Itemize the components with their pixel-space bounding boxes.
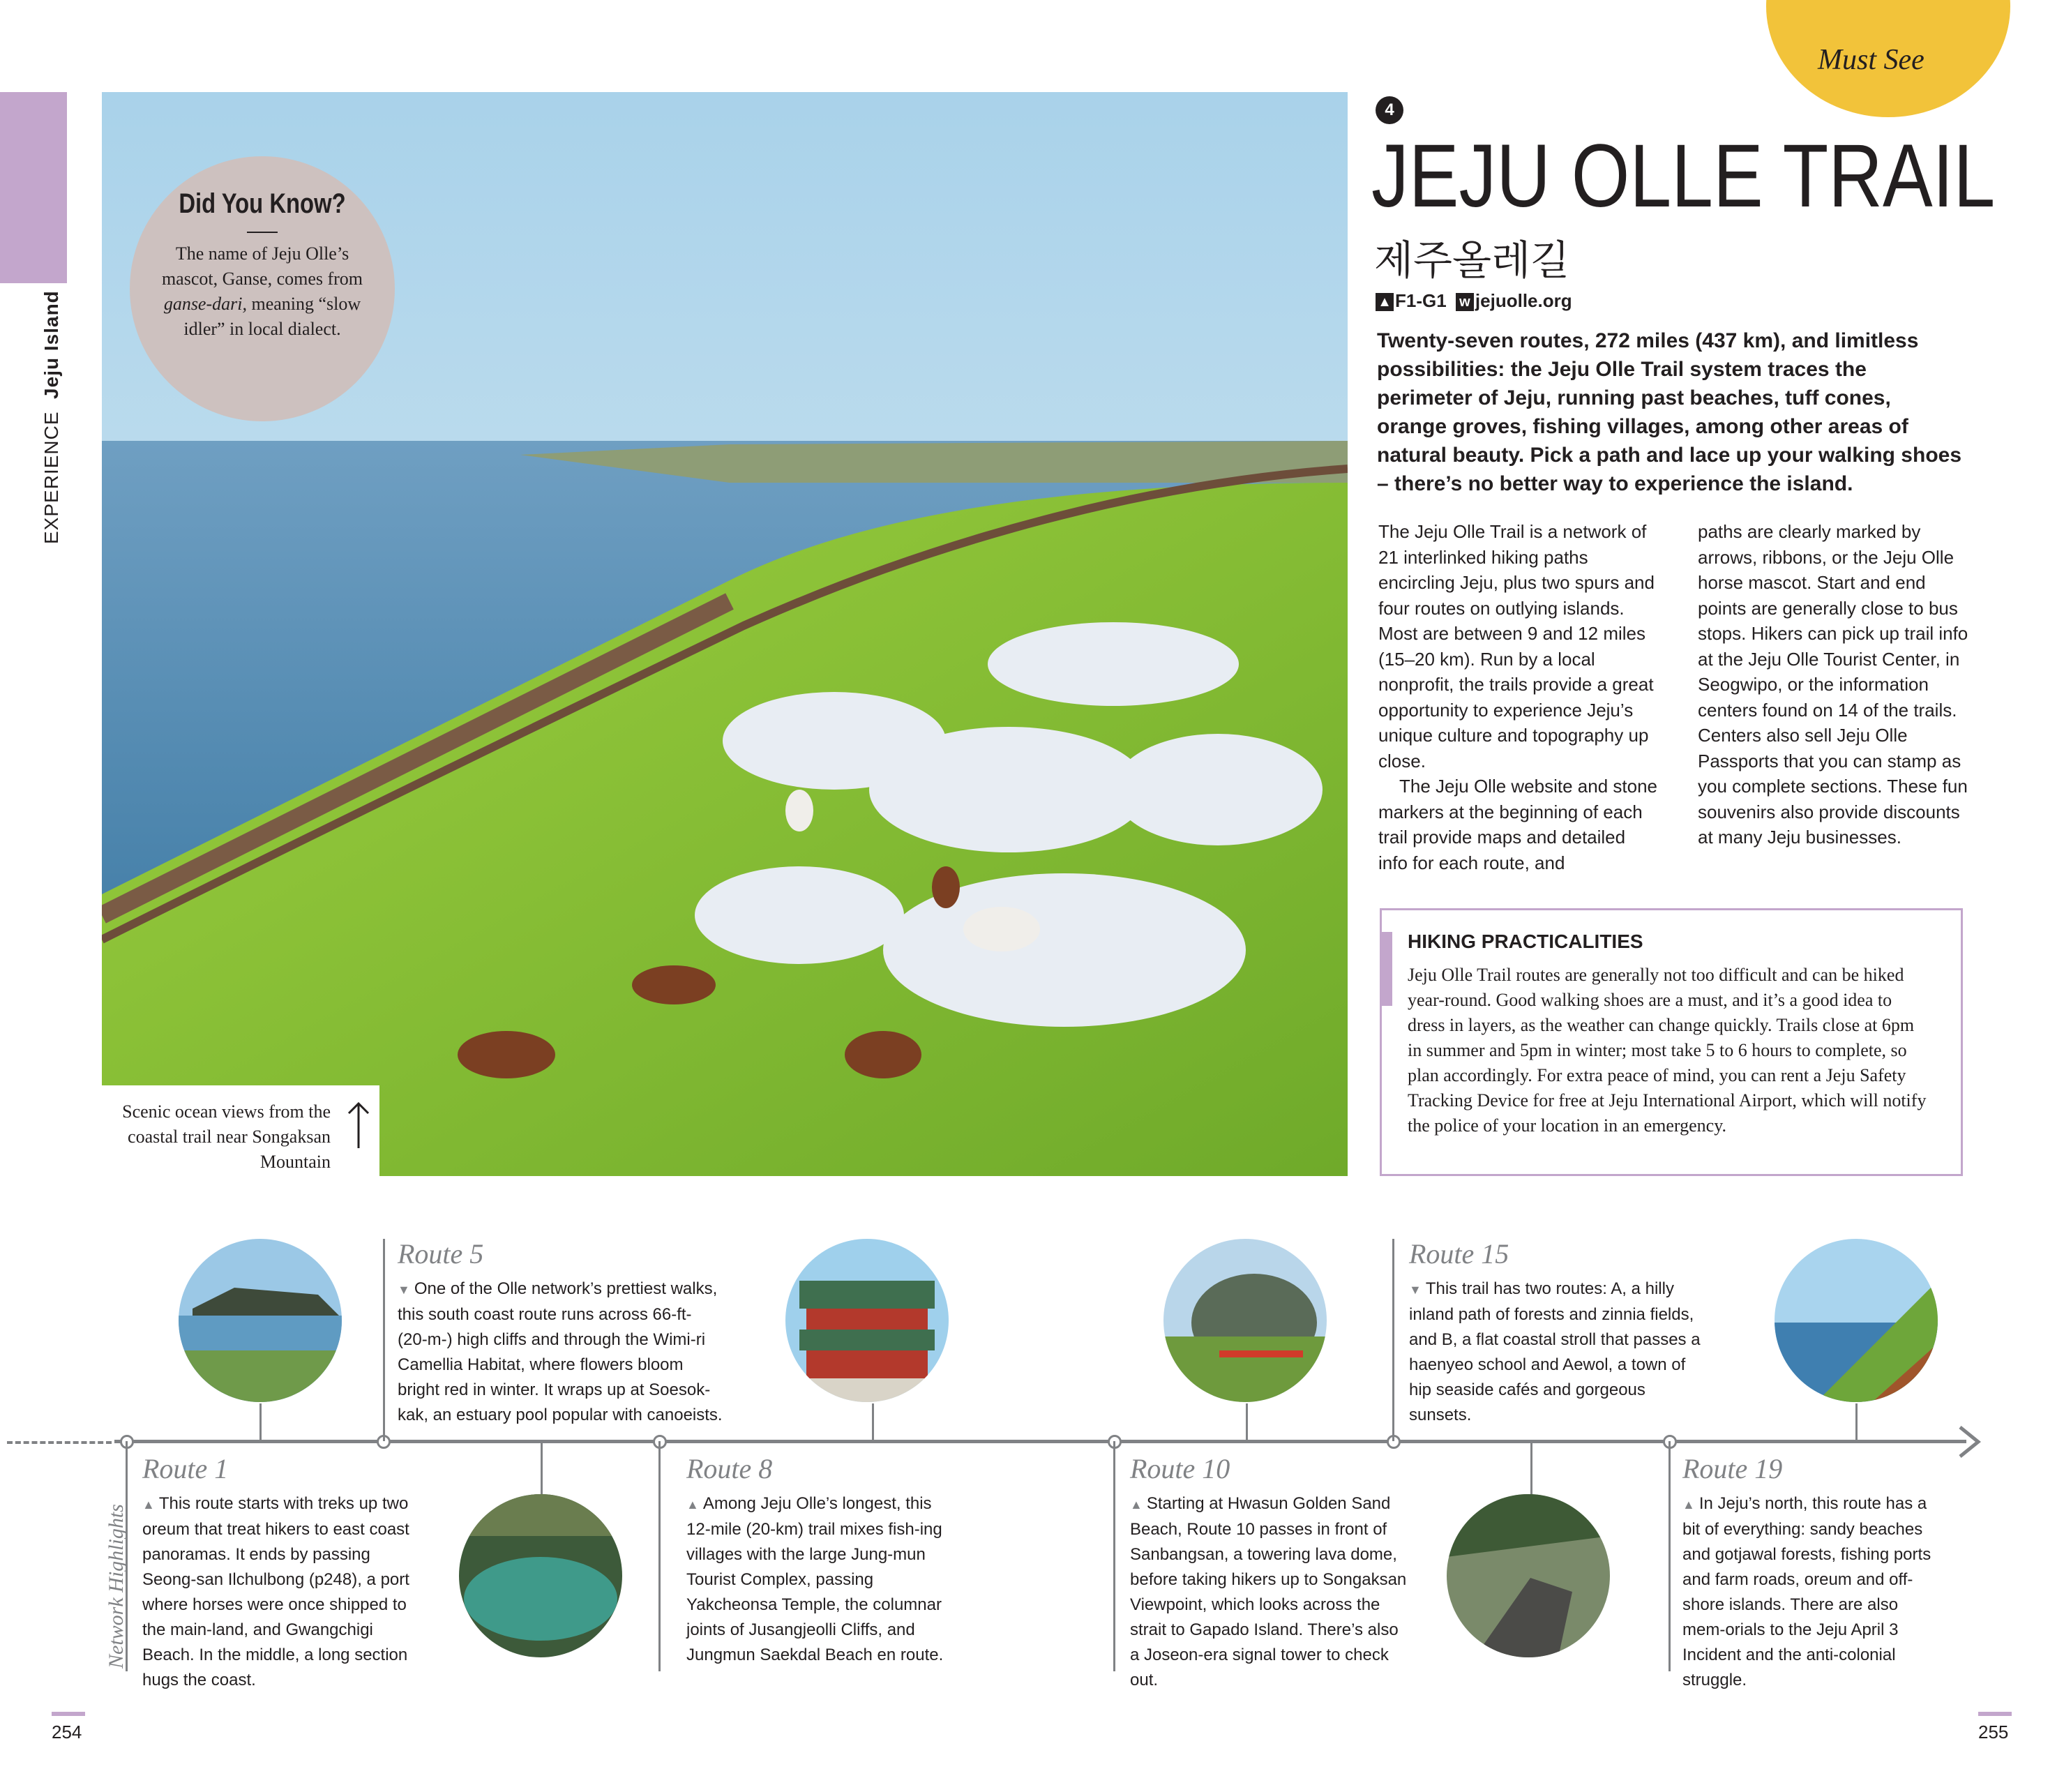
network-highlights-label: Network Highlights — [105, 1504, 128, 1669]
route-5-text: ▼ One of the Olle network’s prettiest walks, this south coast route runs across 66-ft- (20-m-) high cliffs and through the Wimi-ri Camellia Habitat, where flowers bloom bright red in winter. It wraps up at Soesok-kak, an estuary pool popular with canoeists. — [398, 1277, 725, 1428]
photo-stem — [1246, 1403, 1248, 1441]
triangle-up-icon: ▲ — [142, 1498, 155, 1512]
must-see-label: Must See — [1818, 44, 1924, 76]
timeline-arrowhead-icon — [1957, 1424, 1985, 1459]
photo-stem — [1530, 1441, 1532, 1497]
page-number-bar-right — [1978, 1712, 2012, 1716]
photo-stem — [872, 1403, 874, 1441]
photo-caption-box — [102, 1085, 379, 1176]
route-5-title: Route 5 — [398, 1238, 484, 1270]
map-ref: F1-G1 — [1395, 290, 1447, 311]
did-you-know-title: Did You Know? — [179, 188, 346, 219]
page-number-bar-left — [52, 1712, 85, 1716]
photo-stem — [541, 1441, 543, 1497]
route-15-divider — [1392, 1239, 1394, 1441]
route-10-divider — [1113, 1441, 1115, 1671]
section-label — [40, 290, 63, 544]
did-you-know-text: The name of Jeju Olle’s mascot, Ganse, comes from ganse-dari, meaning “slow idler” in local dialect. — [161, 243, 363, 339]
entry-title: JEJU OLLE TRAIL — [1371, 126, 1996, 226]
route-5-divider — [383, 1239, 385, 1441]
entry-number: 4 — [1376, 96, 1403, 124]
page-number-right: 255 — [1978, 1722, 2009, 1742]
did-you-know-circle — [130, 156, 395, 421]
entry-korean-title: 제주올레길 — [1374, 236, 1570, 284]
route-10-title: Route 10 — [1130, 1453, 1230, 1484]
section-color-tab — [0, 92, 67, 283]
body-paragraph-2: The Jeju Olle website and stone markers at the beginning of each trail provide maps and detailed info for each route, and — [1378, 776, 1657, 873]
triangle-down-icon: ▼ — [398, 1283, 410, 1297]
route-8-photo — [785, 1239, 949, 1402]
practicalities-text: Jeju Olle Trail routes are generally not too difficult and can be hiked year-round. Good walking shoes are a must, and it’s a good idea to dress in layers, as the weather can change quickly. Trails close at 6pm in summer and 5pm in winter; most take 5 to 6 hours to complete, so plan accordingly. For extra peace of mind, you can rent a Jeju Safety Tracking Device for free at Jeju International Airport, which will notify the police of your location in an emergency. — [1408, 965, 1927, 1136]
route-1-text: ▲ This route starts with treks up two oreum that treat hikers to east coast panoramas. It ends by passing Seong-san Ilchulbong (p248), a port where horses were once shipped to the main-land, and Gwangchigi Beach. In the middle, a long section hugs the coast. — [142, 1491, 421, 1693]
route-10-photo — [1163, 1239, 1327, 1402]
route-19-text: ▲ In Jeju’s north, this route has a bit of everything: sandy beaches and gotjawal forests, fishing ports and farm roads, oreum and off-shore islands. There are also mem-orials to the Jeju April 3 Incident and the anti-colonial struggle. — [1682, 1491, 1941, 1693]
section-name: EXPERIENCE — [40, 411, 62, 544]
route-19-title: Route 19 — [1682, 1453, 1783, 1484]
route-19-photo — [1775, 1239, 1938, 1402]
route-10-text: ▲ Starting at Hwasun Golden Sand Beach, Route 10 passes in front of Sanbangsan, a towering lava dome, before taking hikers up to Songaksan Viewpoint, which looks across the strait to Gapado Island. There’s also a Joseon-era signal tower to check out. — [1130, 1491, 1409, 1693]
section-place: Jeju Island — [40, 290, 62, 399]
route-5-photo — [459, 1494, 622, 1657]
practicalities-accent-bar — [1380, 932, 1392, 1006]
timeline-dashed-start — [7, 1441, 112, 1444]
website-link[interactable]: jejuolle.org — [1475, 290, 1572, 311]
arrow-up-icon — [345, 1101, 372, 1150]
photo-stem — [1855, 1403, 1858, 1441]
triangle-down-icon: ▼ — [1409, 1283, 1422, 1297]
route-15-photo — [1447, 1494, 1610, 1657]
photo-stem — [259, 1403, 262, 1441]
route-8-divider — [658, 1441, 661, 1671]
body-paragraph-3: paths are clearly marked by arrows, ribbons, or the Jeju Olle horse mascot. Start and end points are generally close to bus stops. Hikers can pick up trail info at the Jeju Olle Tourist Center, in Seogwipo, or the information centers found on 14 of the trails. Centers also sell Jeju Olle Passports that you can stamp as you complete sections. These fun souvenirs also provide discounts at many Jeju businesses. — [1698, 521, 1968, 848]
triangle-up-icon: ▲ — [1682, 1498, 1695, 1512]
photo-caption: Scenic ocean views from the coastal trail near Songaksan Mountain — [122, 1101, 331, 1172]
route-19-divider — [1668, 1441, 1671, 1671]
entry-lead: Twenty-seven routes, 272 miles (437 km), and limitless possibilities: the Jeju Olle Trail system traces the perimeter of Jeju, running past beaches, tuff cones, orange groves, fishing villages, among other areas of natural beauty. Pick a path and lace up your walking shoes – there’s no better way to experience the island. — [1377, 329, 1962, 495]
triangle-up-icon: ▲ — [1130, 1498, 1143, 1512]
route-15-title: Route 15 — [1409, 1238, 1509, 1270]
web-icon: w — [1456, 293, 1474, 311]
route-1-title: Route 1 — [142, 1453, 229, 1484]
map-icon: ▲ — [1376, 293, 1394, 311]
triangle-up-icon: ▲ — [686, 1498, 699, 1512]
timeline-line — [114, 1440, 1966, 1443]
route-8-text: ▲ Among Jeju Olle’s longest, this 12-mile (20-km) trail mixes fish-ing villages with the large Jung-mun Tourist Complex, passing Yakcheonsa Temple, the columnar joints of Jusangjeolli Cliffs, and Jungmun Saekdal Beach en route. — [686, 1491, 944, 1668]
page-number-left: 254 — [52, 1722, 82, 1742]
route-8-title: Route 8 — [686, 1453, 773, 1484]
body-column-1 — [1378, 519, 1657, 875]
entry-info-line — [1376, 290, 1572, 312]
body-paragraph-1: The Jeju Olle Trail is a network of 21 interlinked hiking paths encircling Jeju, plus two spurs and four routes on outlying islands. Most are between 9 and 12 miles (15–20 km). Run by a local nonprofit, the trails provide a great opportunity to experience Jeju’s unique culture and topography up close. — [1378, 521, 1655, 771]
body-column-2 — [1698, 519, 1977, 850]
did-you-know-rule — [247, 232, 278, 233]
route-15-text: ▼ This trail has two routes: A, a hilly inland path of forests and zinnia fields, and B, a flat coastal stroll that passes a haenyeo school and Aewol, a town of hip seaside cafés and gorgeous sunsets. — [1409, 1277, 1702, 1428]
route-1-photo — [179, 1239, 342, 1402]
practicalities-title: HIKING PRACTICALITIES — [1408, 931, 1643, 952]
